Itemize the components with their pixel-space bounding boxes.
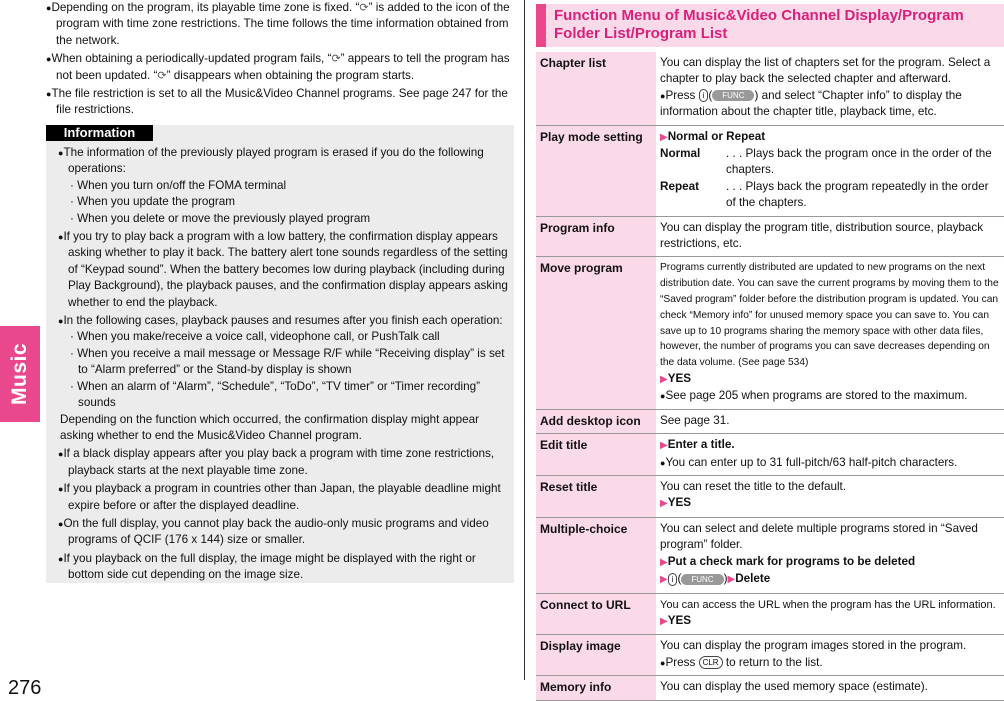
function-description: You can display the list of chapters set for the program. Select a chapter to play back the selected chapter and afterward. ●Press i ( FUNC ) and select “Chapter info” to display the information about the chapter title, playback time, etc. [656,52,1004,125]
function-description: ▶Normal or Repeat Normal . . . Plays back the program once in the order of the chapters. Repeat . . . Plays back the program repeatedly in the order of the chapters. [656,125,1004,216]
info-subitem: · When an alarm of “Alarm”, “Schedule”, “ToDo”, “TV timer” or “Timer recording” sounds [70,379,481,410]
bullet-item: ●When obtaining a periodically-updated program fails, “⟳” appears to tell the program has not been updated. “⟳” disappears when obtaining the program starts. [46,52,510,82]
function-name: Edit title [536,434,656,476]
arrow-icon: ▶ [660,556,668,568]
function-name: Display image [536,635,656,676]
info-note: Depending on the function which occurred, the confirmation display might appear asking whether to end the Music&Video Channel program. [60,412,480,442]
info-item: ●If a black display appears after you play back a program with time zone restrictions, playback starts at the next playable time zone. [58,447,495,477]
func-key-icon: FUNC [712,90,754,101]
update-failed-icon: ⟳ [157,69,167,82]
table-row [536,434,1004,476]
function-name: Memory info [536,676,656,700]
function-description: See page 31. [656,409,1004,433]
info-item: ●The information of the previously played program is erased if you do the following operations: · When you turn on/off the FOMA terminal · When you update the program · When you delete or move the previously played program [58,145,510,227]
arrow-icon: ▶ [660,498,668,510]
info-subitem: · When you delete or move the previously played program [70,211,371,225]
bullet-item: ●The file restriction is set to all the Music&Video Channel programs. See page 247 for the file restrictions. [46,87,508,117]
table-row [536,517,1004,593]
info-subitem: · When you turn on/off the FOMA terminal [70,178,287,192]
table-row [536,216,1004,257]
func-key-icon: FUNC [681,574,723,585]
table-row [536,409,1004,433]
left-column [46,0,512,121]
info-item: ●In the following cases, playback pauses and resumes after you finish each operation: · When you make/receive a voice call, videophone call, or PushTalk call · When you receive a mail message or Message R/F while “Receiving display” is set to “Alarm preferred” or the Stand-by display is shown · When an alarm of “Alarm”, “Schedule”, “ToDo”, “TV timer” or “Timer recording” sounds Depending on the function which occurred, the confirmation display might appear asking whether to end the Music&Video Channel program. [58,313,510,444]
function-name: Connect to URL [536,593,656,635]
i-key-icon: i [668,573,678,586]
function-description: You can display the used memory space (estimate). [656,676,1004,700]
function-name: Chapter list [536,52,656,125]
table-row [536,52,1004,125]
function-name: Multiple-choice [536,517,656,593]
info-subitem: · When you update the program [70,195,236,209]
i-key-icon: i [699,89,709,102]
table-row [536,593,1004,635]
side-tab [0,326,40,422]
side-tab-label: Music [8,342,31,406]
arrow-icon: ▶ [660,574,668,586]
table-row [536,476,1004,518]
table-row [536,676,1004,700]
information-list [58,145,510,586]
time-restriction-icon: ⟳ [359,2,369,14]
arrow-icon: ▶ [660,615,668,627]
table-row [536,125,1004,216]
function-menu-table [536,52,1004,701]
function-name: Add desktop icon [536,409,656,433]
function-description: Programs currently distributed are updated to new programs on the next distribution date. You can save the current programs by moving them to the “Saved program” folder before the distribution program is updated. You can check “Memory info” for unused memory space you can save to. You can save up to 10 programs sharing the memory space with other data files, however, the number of programs you can save decreases depending on the data volume. (See page 534) ▶YES ●See page 205 when programs are stored to the maximum. [656,257,1004,409]
function-description: You can reset the title to the default. ▶YES [656,476,1004,518]
info-item: ●If you try to play back a program with a low battery, the confirmation display appears asking whether to play it back. The battery alert tone sounds regardless of the setting of “Keypad sound”. When the battery becomes low during playback (including during Play Background), the playback pauses, and the confirmation display appears asking whether to end the playback. [58,230,508,309]
function-description: ▶Enter a title. ●You can enter up to 31 full-pitch/63 half-pitch characters. [656,434,1004,476]
intro-bullets [46,0,512,119]
arrow-icon: ▶ [660,374,668,386]
arrow-icon: ▶ [727,574,736,586]
function-name: Move program [536,257,656,409]
function-description: You can display the program title, distribution source, playback restrictions, etc. [656,216,1004,257]
update-failed-icon: ⟳ [331,53,341,66]
info-subitem: · When you make/receive a voice call, videophone call, or PushTalk call [70,330,440,344]
arrow-icon: ▶ [660,131,668,143]
info-item: ●On the full display, you cannot play back the audio-only music programs and video programs of QCIF (176 x 144) size or smaller. [58,516,489,547]
information-box [46,125,514,583]
arrow-icon: ▶ [660,440,668,452]
clr-key-icon: CLR [699,656,723,669]
information-heading: Information [46,125,153,141]
function-name: Program info [536,216,656,257]
function-name: Reset title [536,476,656,518]
info-item: ●If you playback on the full display, the image might be displayed with the right or bottom side cut depending on the image size. [58,551,476,582]
column-divider [524,0,525,680]
info-subitem: · When you receive a mail message or Message R/F while “Receiving display” is set to “Alarm preferred” or the Stand-by display is shown [70,346,505,377]
page-number: 276 [8,677,42,699]
info-item: ●If you playback a program in countries other than Japan, the playable deadline might expire before or after the displayed deadline. [58,482,501,512]
table-row [536,635,1004,676]
function-description: You can display the program images stored in the program. ●Press CLR to return to the list. [656,635,1004,676]
table-row [536,257,1004,409]
function-description: You can access the URL when the program has the URL information. ▶YES [656,593,1004,635]
bullet-item: ●Depending on the program, its playable time zone is fixed. “⟳” is added to the icon of the program with time zone restrictions. The time follows the time information obtained from the network. [46,1,510,47]
function-description: You can select and delete multiple programs stored in “Saved program” folder. ▶Put a check mark for programs to be deleted ▶ i ( FUNC )▶Delete [656,517,1004,593]
function-menu-title: Function Menu of Music&Video Channel Display/Program Folder List/Program List [536,4,1004,47]
function-name: Play mode setting [536,125,656,216]
